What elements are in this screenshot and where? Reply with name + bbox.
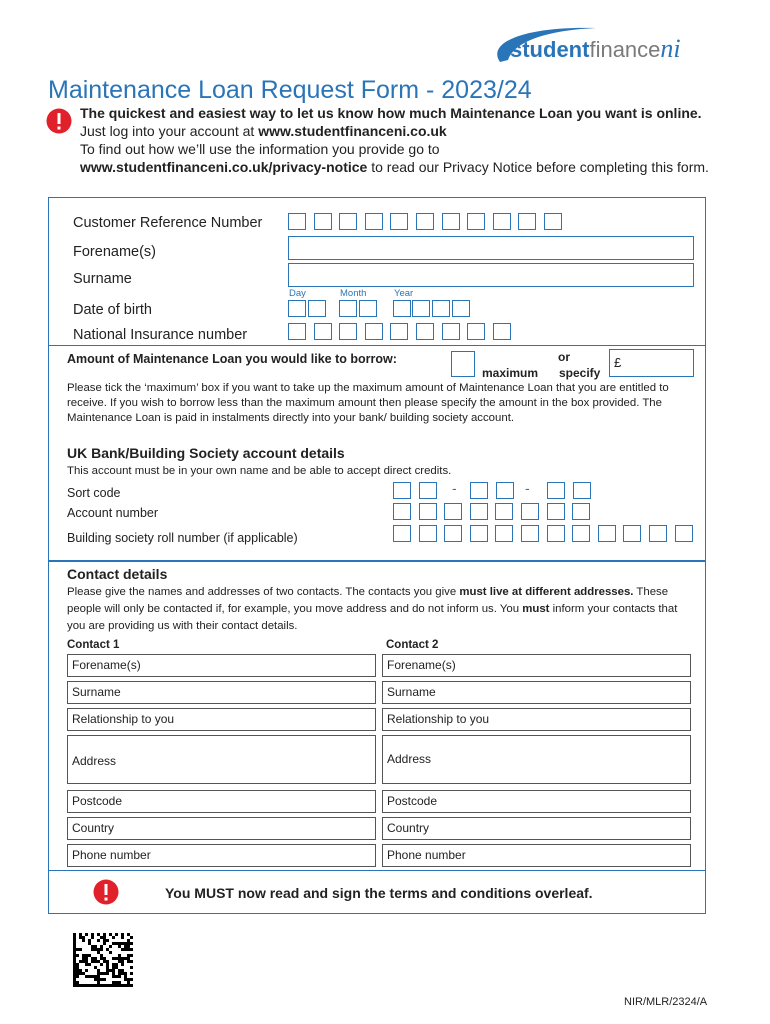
crn-box-4[interactable] [365, 213, 383, 230]
maximum-label: maximum [482, 366, 539, 380]
ni-box-2[interactable] [314, 323, 332, 340]
contact1-country-field[interactable] [67, 817, 376, 840]
ni-box-6[interactable] [416, 323, 434, 340]
dob-box-3[interactable] [339, 300, 357, 317]
contact2-forename-s-field[interactable] [382, 654, 691, 677]
contact1-address-field[interactable] [67, 735, 376, 784]
ni-box-7[interactable] [442, 323, 460, 340]
sort-box-1[interactable] [393, 482, 411, 499]
contact1-postcode-field[interactable] [67, 790, 376, 813]
acct-box-1[interactable] [393, 503, 411, 520]
currency-symbol: £ [614, 355, 622, 370]
roll-box-6[interactable] [521, 525, 539, 542]
crn-box-11[interactable] [544, 213, 562, 230]
privacy-url[interactable]: www.studentfinanceni.co.uk/privacy-notice [80, 159, 368, 175]
acct-box-8[interactable] [572, 503, 590, 520]
sort-box-2[interactable] [419, 482, 437, 499]
alert-icon [46, 108, 72, 134]
roll-box-3[interactable] [444, 525, 462, 542]
contact1-postcode-label: Postcode [72, 794, 123, 808]
form-code: NIR/MLR/2324/A [624, 996, 708, 1008]
sort-box-5[interactable] [547, 482, 565, 499]
dob-month-label: Month [340, 288, 367, 299]
contact2-address-field[interactable] [382, 735, 691, 784]
crn-box-6[interactable] [416, 213, 434, 230]
footer-warning: You MUST now read and sign the terms and conditions overleaf. [165, 885, 593, 901]
roll-number-label: Building society roll number (if applicable) [67, 531, 298, 545]
intro-normal: Just log into your account at [80, 123, 259, 139]
acct-box-5[interactable] [495, 503, 513, 520]
sort-box-6[interactable] [573, 482, 591, 499]
footer-alert-icon [93, 879, 119, 905]
page-title: Maintenance Loan Request Form - 2023/24 [48, 76, 532, 104]
ni-box-9[interactable] [493, 323, 511, 340]
ni-box-5[interactable] [390, 323, 408, 340]
crn-box-2[interactable] [314, 213, 332, 230]
maximum-checkbox[interactable] [451, 351, 475, 377]
loan-question: Amount of Maintenance Loan you would like to borrow: [67, 352, 397, 366]
dob-box-6[interactable] [412, 300, 430, 317]
contact2-surname-label: Surname [387, 685, 436, 699]
sort-box-3[interactable] [470, 482, 488, 499]
acct-box-4[interactable] [470, 503, 488, 520]
contacts-intro-b: These people will only be contacted if, for example, you move address and do not inform us. You [67, 586, 669, 615]
contact1-country-label: Country [72, 821, 115, 835]
dob-box-1[interactable] [288, 300, 306, 317]
dob-box-5[interactable] [393, 300, 411, 317]
contact1-address-label: Address [72, 754, 117, 768]
or-label: or [558, 350, 570, 364]
contacts-intro [67, 584, 697, 635]
contact1-phone-number-label: Phone number [72, 848, 151, 862]
dob-year-label: Year [394, 288, 414, 299]
surname-label: Surname [73, 271, 132, 287]
contact2-address-label: Address [387, 752, 432, 766]
crn-box-7[interactable] [442, 213, 460, 230]
contact1-surname-label: Surname [72, 685, 121, 699]
logo [486, 22, 716, 70]
contact1-heading: Contact 1 [67, 639, 120, 651]
contact2-country-label: Country [387, 821, 430, 835]
specify-amount-field[interactable] [609, 349, 694, 377]
contacts-heading: Contact details [67, 566, 168, 582]
privacy-a: To find out how we’ll use the information you provide go to [80, 141, 440, 157]
crn-box-8[interactable] [467, 213, 485, 230]
dob-day-label: Day [289, 288, 306, 299]
roll-box-10[interactable] [623, 525, 641, 542]
contact2-forename-s-label: Forename(s) [387, 658, 456, 672]
contact1-phone-number-field[interactable] [67, 844, 376, 867]
sort-code-label: Sort code [67, 486, 121, 500]
separator-footer [48, 870, 706, 871]
contact2-heading: Contact 2 [386, 639, 439, 651]
dob-box-2[interactable] [308, 300, 326, 317]
dob-label: Date of birth [73, 302, 152, 318]
sort-box-4[interactable] [496, 482, 514, 499]
contact1-surname-field[interactable] [67, 681, 376, 704]
roll-box-9[interactable] [598, 525, 616, 542]
privacy-text [80, 140, 720, 176]
roll-box-2[interactable] [419, 525, 437, 542]
roll-box-1[interactable] [393, 525, 411, 542]
contacts-intro-a: Please give the names and addresses of two contacts. The contacts you give [67, 586, 460, 598]
roll-box-4[interactable] [470, 525, 488, 542]
contact2-phone-number-label: Phone number [387, 848, 466, 862]
roll-box-8[interactable] [572, 525, 590, 542]
logo-ni-text: ni [660, 34, 681, 63]
intro-url: www.studentfinanceni.co.uk [258, 123, 447, 139]
crn-box-3[interactable] [339, 213, 357, 230]
contact2-postcode-label: Postcode [387, 794, 438, 808]
crn-box-1[interactable] [288, 213, 306, 230]
dob-box-4[interactable] [359, 300, 377, 317]
contact1-forename-s-field[interactable] [67, 654, 376, 677]
contacts-intro-bold2: must [522, 603, 550, 615]
contact2-phone-number-field[interactable] [382, 844, 691, 867]
acct-box-2[interactable] [419, 503, 437, 520]
contact2-country-field[interactable] [382, 817, 691, 840]
sort-dash-1: - [452, 480, 457, 496]
bank-note: This account must be in your own name and be able to accept direct credits. [67, 465, 452, 477]
crn-box-10[interactable] [518, 213, 536, 230]
roll-box-7[interactable] [547, 525, 565, 542]
acct-box-6[interactable] [521, 503, 539, 520]
contacts-intro-c: inform your contacts that you are providing us with their contact details. [67, 603, 678, 632]
ni-label: National Insurance number [73, 327, 248, 343]
forename-label: Forename(s) [73, 244, 156, 260]
crn-label: Customer Reference Number [73, 215, 263, 231]
dob-box-7[interactable] [432, 300, 450, 317]
ni-box-3[interactable] [339, 323, 357, 340]
logo-student-text: student [510, 37, 590, 62]
ni-box-1[interactable] [288, 323, 306, 340]
logo-finance-text: finance [589, 37, 661, 62]
roll-box-12[interactable] [675, 525, 693, 542]
forename-field[interactable] [288, 236, 694, 260]
dob-box-8[interactable] [452, 300, 470, 317]
contact2-relationship-to-you-label: Relationship to you [387, 712, 490, 726]
intro-bold: The quickest and easiest way to let us know how much Maintenance Loan you want is online. [80, 105, 702, 121]
sort-dash-2: - [525, 480, 530, 496]
roll-box-11[interactable] [649, 525, 667, 542]
intro-text [80, 104, 720, 140]
ni-box-4[interactable] [365, 323, 383, 340]
crn-box-5[interactable] [390, 213, 408, 230]
datamatrix-barcode [73, 933, 133, 987]
crn-box-9[interactable] [493, 213, 511, 230]
contacts-intro-bold1: must live at different addresses. [459, 586, 634, 598]
roll-box-5[interactable] [495, 525, 513, 542]
contact1-relationship-to-you-field[interactable] [67, 708, 376, 731]
acct-box-3[interactable] [444, 503, 462, 520]
bank-heading: UK Bank/Building Society account details [67, 445, 345, 461]
acct-box-7[interactable] [547, 503, 565, 520]
loan-note: Please tick the ‘maximum’ box if you want to take up the maximum amount of Maintenance Loan that you are entitled to receive. If you wish to borrow less than the maximum amount then please specify the amount in the box provided. The Maintenance Loan is paid in instalments directly into your bank/ building society account. [67, 382, 669, 424]
account-number-label: Account number [67, 506, 159, 520]
surname-field[interactable] [288, 263, 694, 287]
contact1-forename-s-label: Forename(s) [72, 658, 141, 672]
privacy-b: to read our Privacy Notice before completing this form. [367, 159, 709, 175]
contact2-relationship-to-you-field[interactable] [382, 708, 691, 731]
ni-box-8[interactable] [467, 323, 485, 340]
contact2-surname-field[interactable] [382, 681, 691, 704]
contact2-postcode-field[interactable] [382, 790, 691, 813]
specify-label: specify [559, 366, 601, 380]
separator-loan [48, 345, 706, 346]
contact1-relationship-to-you-label: Relationship to you [72, 712, 175, 726]
